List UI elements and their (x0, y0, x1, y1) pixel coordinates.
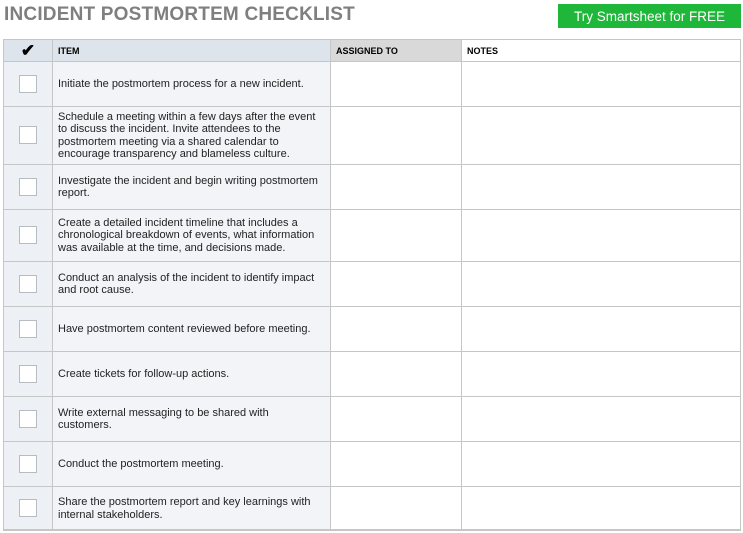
assigned-to-cell[interactable] (331, 262, 462, 307)
row-checkbox[interactable] (19, 455, 37, 473)
row-checkbox[interactable] (19, 320, 37, 338)
assigned-to-cell[interactable] (331, 352, 462, 397)
row-checkbox[interactable] (19, 410, 37, 428)
assigned-to-cell[interactable] (331, 210, 462, 262)
item-cell: Schedule a meeting within a few days after the event to discuss the incident. Invite attendees to the postmortem meeting via a shared calendar to encourage transparency and blameless culture. (53, 107, 331, 165)
table-row (4, 397, 741, 442)
notes-cell[interactable] (462, 397, 741, 442)
assigned-to-cell[interactable] (331, 307, 462, 352)
row-checkbox[interactable] (19, 126, 37, 144)
notes-cell[interactable] (462, 210, 741, 262)
table-row (4, 307, 741, 352)
header-assigned-to: ASSIGNED TO (331, 40, 462, 62)
header-check (4, 40, 53, 62)
item-cell: Create tickets for follow-up actions. (53, 352, 331, 397)
checkbox-cell (4, 397, 53, 442)
assigned-to-cell[interactable] (331, 442, 462, 487)
checkbox-cell (4, 210, 53, 262)
checkmark-icon: ✔ (20, 41, 36, 60)
header-row (4, 40, 741, 62)
assigned-to-cell[interactable] (331, 107, 462, 165)
row-checkbox[interactable] (19, 226, 37, 244)
checkbox-cell (4, 352, 53, 397)
table-row (4, 210, 741, 262)
checkbox-cell (4, 487, 53, 531)
checkbox-cell (4, 62, 53, 107)
table-row (4, 165, 741, 210)
row-checkbox[interactable] (19, 275, 37, 293)
item-cell: Share the postmortem report and key learnings with internal stakeholders. (53, 487, 331, 531)
notes-cell[interactable] (462, 487, 741, 531)
item-cell: Write external messaging to be shared with customers. (53, 397, 331, 442)
item-cell: Have postmortem content reviewed before meeting. (53, 307, 331, 352)
assigned-to-cell[interactable] (331, 165, 462, 210)
checkbox-cell (4, 307, 53, 352)
item-cell: Initiate the postmortem process for a new incident. (53, 62, 331, 107)
item-cell: Conduct an analysis of the incident to identify impact and root cause. (53, 262, 331, 307)
table-row (4, 352, 741, 397)
page-title: INCIDENT POSTMORTEM CHECKLIST (4, 4, 355, 25)
table-bottom-border (3, 529, 740, 531)
assigned-to-cell[interactable] (331, 487, 462, 531)
try-smartsheet-button[interactable]: Try Smartsheet for FREE (558, 4, 741, 28)
checkbox-cell (4, 165, 53, 210)
table-row (4, 107, 741, 165)
checkbox-cell (4, 107, 53, 165)
row-checkbox[interactable] (19, 75, 37, 93)
notes-cell[interactable] (462, 107, 741, 165)
assigned-to-cell[interactable] (331, 62, 462, 107)
notes-cell[interactable] (462, 262, 741, 307)
checklist-table (3, 39, 741, 531)
header-item: ITEM (53, 40, 331, 62)
table-row (4, 487, 741, 531)
item-cell: Investigate the incident and begin writing postmortem report. (53, 165, 331, 210)
notes-cell[interactable] (462, 165, 741, 210)
row-checkbox[interactable] (19, 365, 37, 383)
table-row (4, 62, 741, 107)
item-cell: Conduct the postmortem meeting. (53, 442, 331, 487)
row-checkbox[interactable] (19, 178, 37, 196)
header-notes: NOTES (462, 40, 741, 62)
notes-cell[interactable] (462, 352, 741, 397)
notes-cell[interactable] (462, 442, 741, 487)
notes-cell[interactable] (462, 307, 741, 352)
assigned-to-cell[interactable] (331, 397, 462, 442)
checkbox-cell (4, 442, 53, 487)
table-row (4, 262, 741, 307)
notes-cell[interactable] (462, 62, 741, 107)
row-checkbox[interactable] (19, 499, 37, 517)
table-row (4, 442, 741, 487)
item-cell: Create a detailed incident timeline that includes a chronological breakdown of events, what information was available at the time, and decisions made. (53, 210, 331, 262)
checkbox-cell (4, 262, 53, 307)
